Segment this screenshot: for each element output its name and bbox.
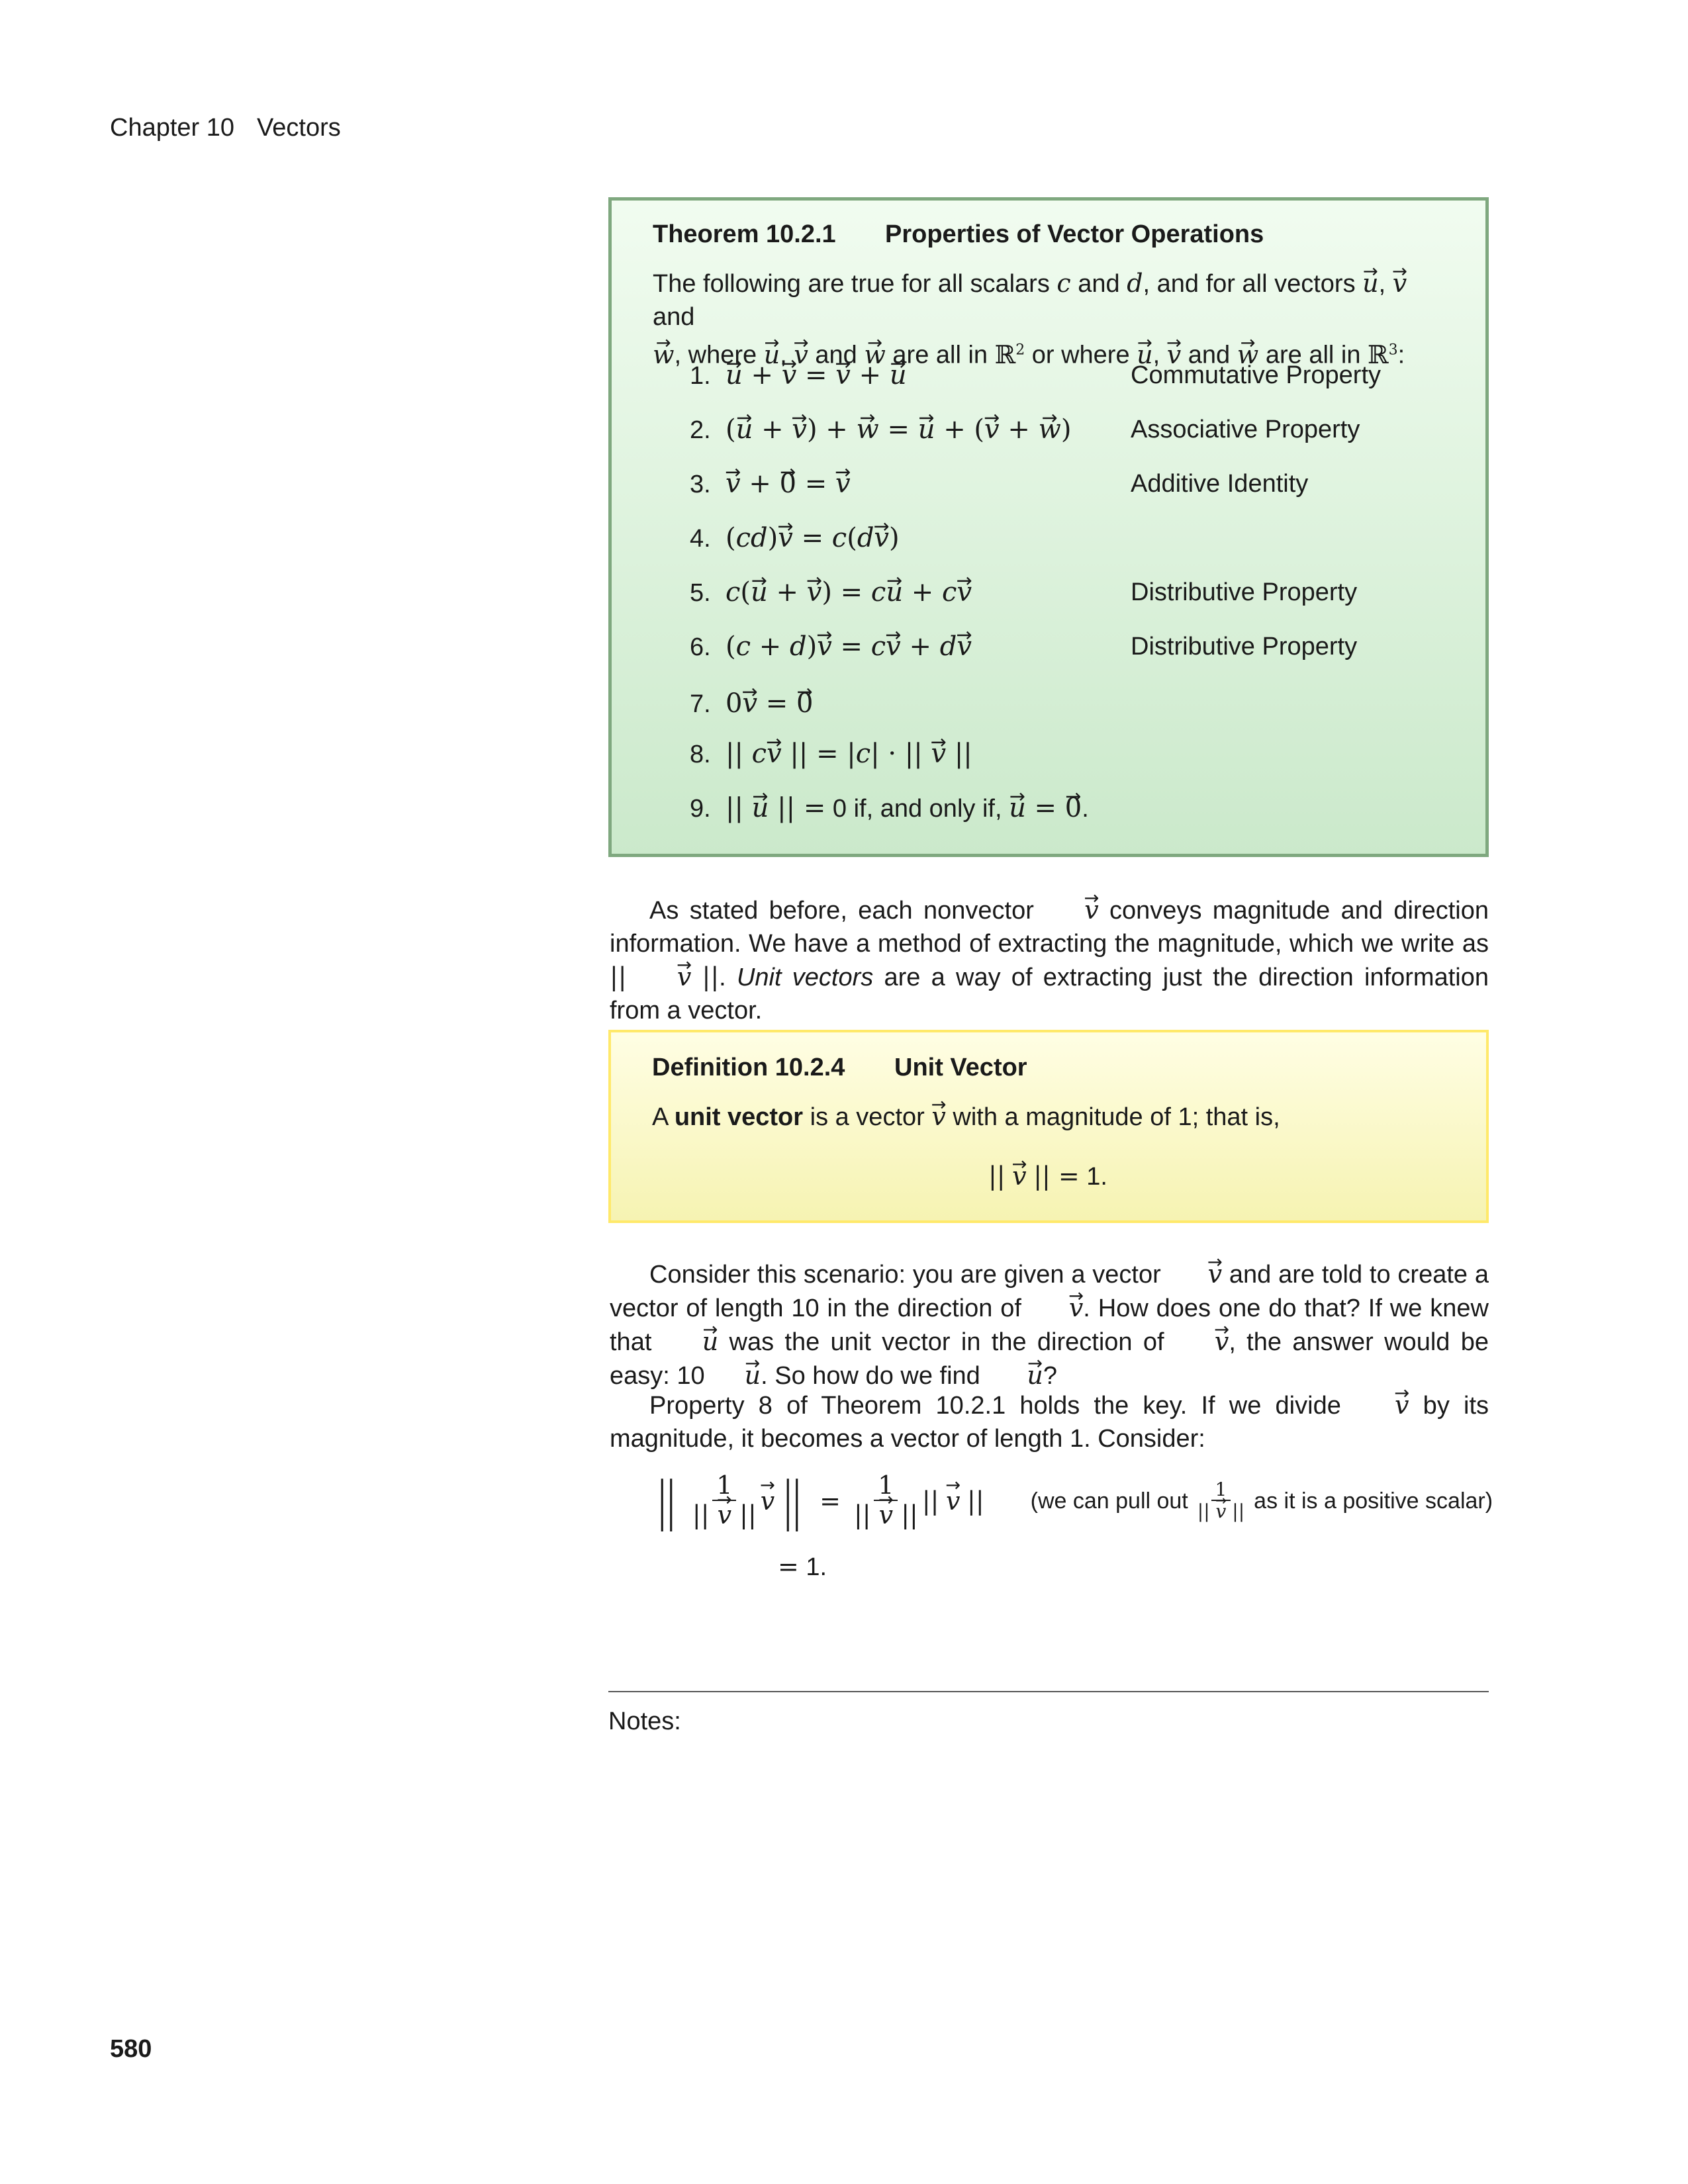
property-item-2: 2. (→ u + → v) + → w = → u + (→ v + → w): [690, 411, 1071, 448]
derivation-line-1: || $\frac{1}{|| \to v ||}$ → v || = $\frac{1}{|| \to v ||}$ || → v || (we can pull out $\frac{1}{|| \to v ||}$ as it is a positive scalar): [649, 1461, 1493, 1541]
property-item-9: 9. || → u || = 0 if, and only if, → u = → 0.: [690, 790, 1089, 827]
definition-title: Unit Vector: [894, 1054, 1027, 1081]
property-name-commutative: Commutative Property: [1131, 361, 1382, 389]
property-item-1: 1.→ u + → v = → v + → u: [690, 357, 907, 394]
derivation-line-2: = 1.: [778, 1552, 827, 1581]
chapter-label: Chapter 10: [110, 114, 235, 142]
property-name-distributive-2: Distributive Property: [1131, 633, 1358, 660]
property-item-4: 4. (cd)→ v = c(d→ v): [690, 520, 900, 557]
theorem-title: Properties of Vector Operations: [885, 220, 1264, 248]
property-item-3: 3.→ v + → 0 = → v: [690, 465, 851, 502]
notes-label: Notes:: [608, 1707, 681, 1735]
definition-label: Definition 10.2.4: [652, 1054, 845, 1081]
theorem-intro: The following are true for all scalars c and d, and for all vectors → u, → v and → w, where → u, → v and → w are all in ℝ$^2$ or where → u, → v and → w are all in ℝ$^3$:: [653, 267, 1454, 372]
property-item-7: 7. 0→ v = → 0: [690, 685, 813, 722]
notes-divider: [608, 1691, 1489, 1692]
property-item-6: 6. (c + d)→ v = c→ v + d→ v: [690, 628, 972, 665]
paragraph-scenario: Consider this scenario: you are given a vector → v and are told to create a vector of length 10 in the direction of → v. How does one do that? If we knew that → u was the unit vector in the direction of → v, the answer would be easy: 10→ u. So how do we find → u?: [610, 1257, 1489, 1392]
property-item-5: 5. c(→ u + → v) = c→ u + c→ v: [690, 574, 972, 611]
property-name-distributive-1: Distributive Property: [1131, 578, 1358, 606]
paragraph-magnitude: As stated before, each nonvector → v conveys magnitude and direction information. We have a method of extracting the magnitude, which we write as || → v ||. Unit vectors are a way of extracting just the direction information from a vector.: [610, 893, 1489, 1027]
running-head: [110, 114, 341, 142]
property-item-8: 8. || c→ v || = |c| · || → v ||: [690, 735, 972, 772]
property-name-associative: Associative Property: [1131, 416, 1360, 443]
chapter-title: Vectors: [257, 114, 341, 142]
theorem-label: Theorem 10.2.1: [653, 220, 836, 248]
property-name-additive-identity: Additive Identity: [1131, 470, 1309, 498]
page-number: 580: [110, 2035, 152, 2063]
definition-equation: || → v || = 1.: [988, 1160, 1107, 1193]
definition-box: [608, 1030, 1489, 1223]
theorem-box: [608, 197, 1489, 857]
paragraph-property-8: Property 8 of Theorem 10.2.1 holds the key. If we divide → v by its magnitude, it becomes a vector of length 1. Consider:: [610, 1388, 1489, 1455]
definition-text: A unit vector is a vector → v with a magnitude of 1; that is,: [652, 1100, 1280, 1134]
